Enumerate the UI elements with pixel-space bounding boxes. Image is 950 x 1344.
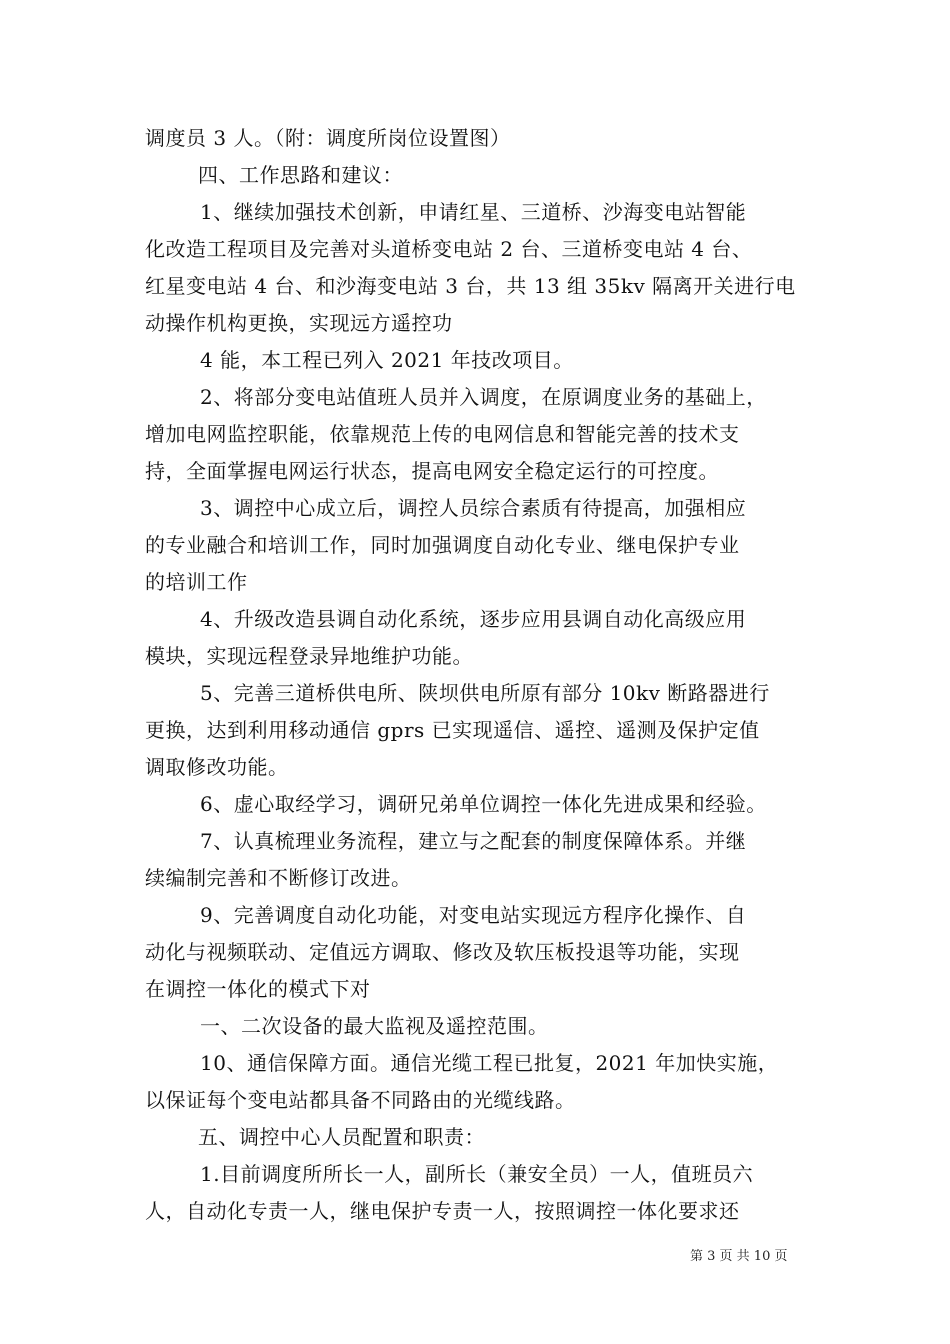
text-line: 模块，实现远程登录异地维护功能。 [145,644,473,668]
page-number: 第 3 页 共 10 页 [690,1249,788,1264]
text-line: 7、认真梳理业务流程，建立与之配套的制度保障体系。并继 [200,829,747,853]
text-line: 红星变电站 4 台、和沙海变电站 3 台，共 13 组 35kv 隔离开关进行电 [145,274,796,298]
text-line: 续编制完善和不断修订改进。 [145,866,412,890]
text-line: 1、继续加强技术创新，申请红星、三道桥、沙海变电站智能 [200,200,747,224]
text-line: 的培训工作 [145,570,248,594]
text-line: 调取修改功能。 [145,755,289,779]
text-line: 在调控一体化的模式下对 [145,977,371,1001]
text-line: 9、完善调度自动化功能，对变电站实现远方程序化操作、自 [200,903,747,927]
text-line: 以保证每个变电站都具备不同路由的光缆线路。 [145,1088,576,1112]
text-line: 5、完善三道桥供电所、陕坝供电所原有部分 10kv 断路器进行 [200,681,770,705]
text-line: 2、将部分变电站值班人员并入调度，在原调度业务的基础上， [200,385,767,409]
text-line: 10、通信保障方面。通信光缆工程已批复，2021 年加快实施， [200,1051,779,1075]
text-line: 1.目前调度所所长一人，副所长（兼安全员）一人，值班员六 [200,1162,754,1186]
text-line: 人，自动化专责一人，继电保护专责一人，按照调控一体化要求还 [145,1199,740,1223]
text-line: 动操作机构更换，实现远方遥控功 [145,311,453,335]
text-line: 一、二次设备的最大监视及遥控范围。 [200,1014,549,1038]
text-line: 持，全面掌握电网运行状态，提高电网安全稳定运行的可控度。 [145,459,719,483]
text-line: 的专业融合和培训工作，同时加强调度自动化专业、继电保护专业 [145,533,740,557]
text-line: 3、调控中心成立后，调控人员综合素质有待提高，加强相应 [200,496,747,520]
text-line: 6、虚心取经学习，调研兄弟单位调控一体化先进成果和经验。 [200,792,767,816]
text-line: 4 能，本工程已列入 2021 年技改项目。 [200,348,574,372]
section-heading: 四、工作思路和建议： [198,163,403,187]
text-line: 动化与视频联动、定值远方调取、修改及软压板投退等功能，实现 [145,940,740,964]
text-line: 更换，达到利用移动通信 gprs 已实现遥信、遥控、遥测及保护定值 [145,718,760,742]
text-line: 化改造工程项目及完善对头道桥变电站 2 台、三道桥变电站 4 台、 [145,237,753,261]
text-line: 调度员 3 人。（附：调度所岗位设置图） [145,126,511,150]
text-line: 增加电网监控职能，依靠规范上传的电网信息和智能完善的技术支 [145,422,740,446]
section-heading: 五、调控中心人员配置和职责： [198,1125,485,1149]
text-line: 4、升级改造县调自动化系统，逐步应用县调自动化高级应用 [200,607,747,631]
